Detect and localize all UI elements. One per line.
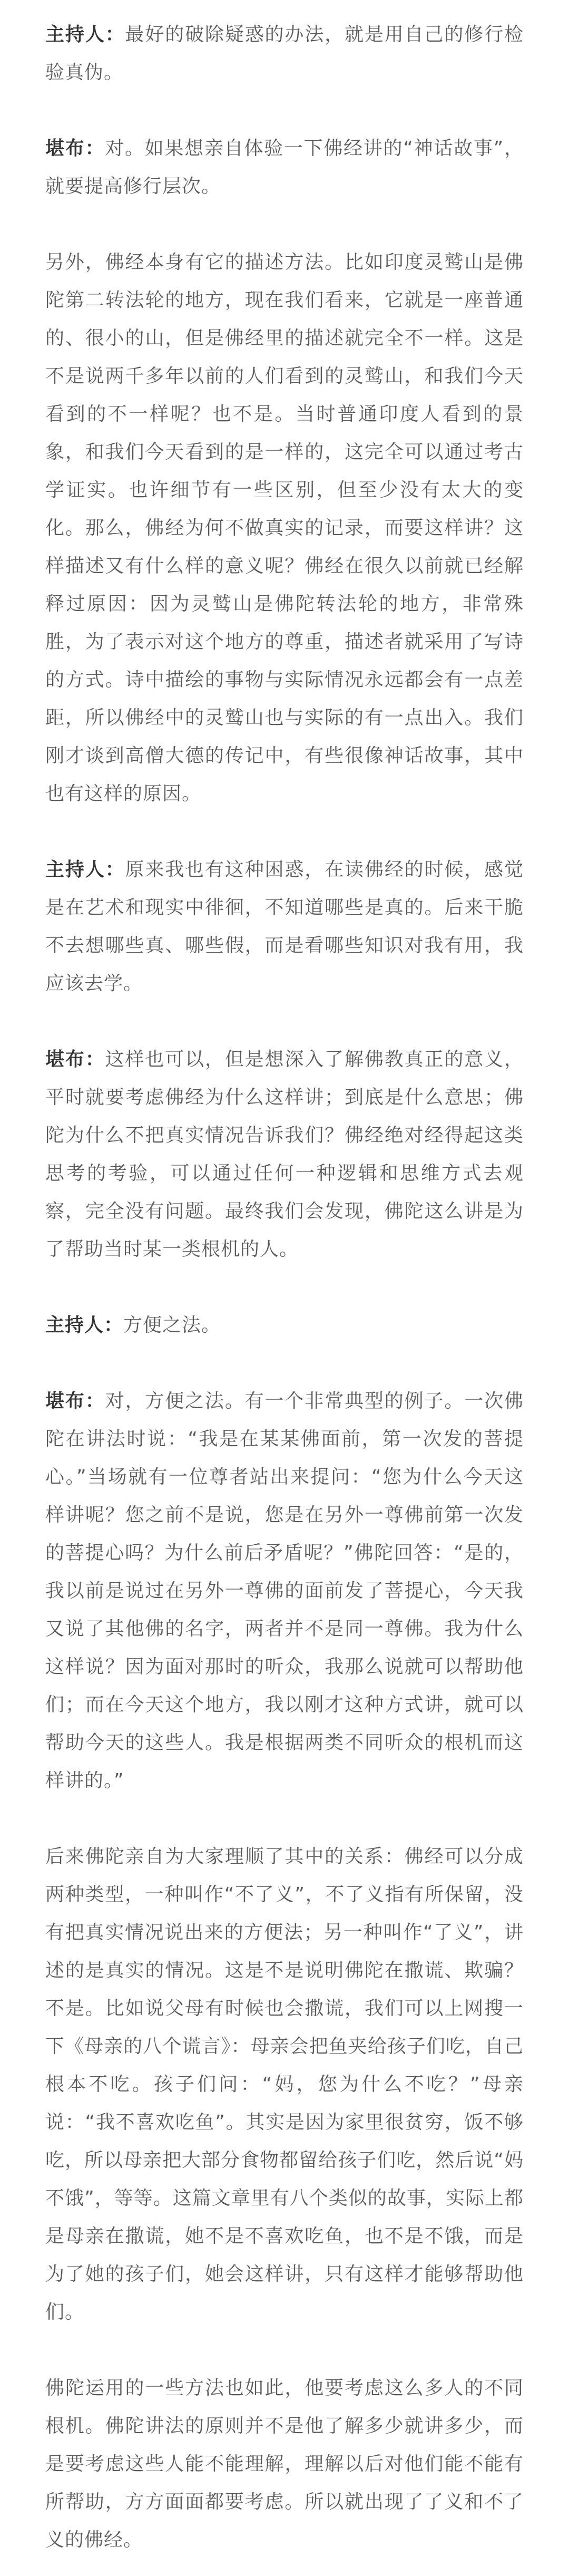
paragraph-text: 最好的破除疑惑的办法，就是用自己的修行检验真伪。: [45, 24, 524, 83]
dialogue-paragraph-3: [45, 244, 524, 813]
speaker-label: 堪布：: [45, 138, 105, 159]
dialogue-paragraph-2: [45, 130, 524, 206]
paragraph-text: 后来佛陀亲自为大家理顺了其中的关系：佛经可以分成两种类型，一种叫作“不了义”，不了义指有所保留，没有把真实情况说出来的方便法；另一种叫作“了义”，讲述的是真实的情况。这是不是说明佛陀在撒谎、欺骗？不是。比如说父母有时候也会撒谎，我们可以上网搜一下《母亲的八个谎言》：母亲会把鱼夹给孩子们吃，自己根本不吃。孩子们问：“妈，您为什么不吃？”母亲说：“我不喜欢吃鱼”。其实是因为家里很贫穷，饭不够吃，所以母亲把大部分食物都留给孩子们吃，然后说“妈不饿”，等等。这篇文章里有八个类似的故事，实际上都是母亲在撒谎，她不是不喜欢吃鱼，也不是不饿，而是为了她的孩子们，她会这样讲，只有这样才能够帮助他们。: [45, 1846, 524, 2323]
dialogue-paragraph-7: [45, 1382, 524, 1800]
paragraph-text: 方便之法。: [123, 1314, 221, 1336]
speaker-label: 主持人：: [45, 859, 125, 880]
paragraph-text: 对。如果想亲自体验一下佛经讲的“神话故事”，就要提高修行层次。: [45, 138, 524, 197]
paragraph-text: 原来我也有这种困惑，在读佛经的时候，感觉是在艺术和现实中徘徊，不知道哪些是真的。后来干脆不去想哪些真、哪些假，而是看哪些知识对我有用，我应该去学。: [45, 859, 524, 994]
dialogue-paragraph-1: [45, 16, 524, 92]
paragraph-text: 这样也可以，但是想深入了解佛教真正的意义，平时就要考虑佛经为什么这样讲；到底是什么意思；佛陀为什么不把真实情况告诉我们？佛经绝对经得起这类思考的考验，可以通过任何一种逻辑和思维方式去观察，完全没有问题。最终我们会发现，佛陀这么讲是为了帮助当时某一类根机的人。: [45, 1049, 524, 1260]
paragraph-text: 对，方便之法。有一个非常典型的例子。一次佛陀在讲法时说：“我是在某某佛面前，第一次发的菩提心。”当场就有一位尊者站出来提问：“您为什么今天这样讲呢？您之前不是说，您是在另外一尊佛前第一次发的菩提心吗？为什么前后矛盾呢？”佛陀回答：“是的，我以前是说过在另外一尊佛的面前发了菩提心，今天我又说了其他佛的名字，两者并不是同一尊佛。我为什么这样说？因为面对那时的听众，我那么说就可以帮助他们；而在今天这个地方，我以刚才这种方式讲，就可以帮助今天的这些人。我是根据两类不同听众的根机而这样讲的。”: [45, 1390, 524, 1791]
speaker-label: 堪布：: [45, 1390, 105, 1412]
paragraph-text: 佛陀运用的一些方法也如此，他要考虑这么多人的不同根机。佛陀讲法的原则并不是他了解多少就讲多少，而是要考虑这些人能不能理解，理解以后对他们能不能有所帮助，方方面面都要考虑。所以就出现了了义和不了义的佛经。: [45, 2377, 524, 2551]
dialogue-paragraph-8: [45, 1838, 524, 2331]
dialogue-paragraph-4: [45, 851, 524, 1003]
dialogue-paragraph-9: [45, 2369, 524, 2559]
speaker-label: 主持人：: [45, 24, 125, 45]
speaker-label: 主持人：: [45, 1314, 124, 1336]
dialogue-paragraph-6: [45, 1306, 524, 1344]
paragraph-text: 另外，佛经本身有它的描述方法。比如印度灵鹫山是佛陀第二转法轮的地方，现在我们看来，它就是一座普通的、很小的山，但是佛经里的描述就完全不一样。这是不是说两千多年以前的人们看到的灵鹫山，和我们今天看到的不一样呢？也不是。当时普通印度人看到的景象，和我们今天看到的是一样的，这完全可以通过考古学证实。也许细节有一些区别，但至少没有太大的变化。那么，佛经为何不做真实的记录，而要这样讲？这样描述又有什么样的意义呢？佛经在很久以前就已经解释过原因：因为灵鹫山是佛陀转法轮的地方，非常殊胜，为了表示对这个地方的尊重，描述者就采用了写诗的方式。诗中描绘的事物与实际情况永远都会有一点差距，所以佛经中的灵鹫山也与实际的有一点出入。我们刚才谈到高僧大德的传记中，有些很像神话故事，其中也有这样的原因。: [45, 251, 524, 805]
dialogue-paragraph-5: [45, 1041, 524, 1268]
speaker-label: 堪布：: [45, 1049, 105, 1070]
